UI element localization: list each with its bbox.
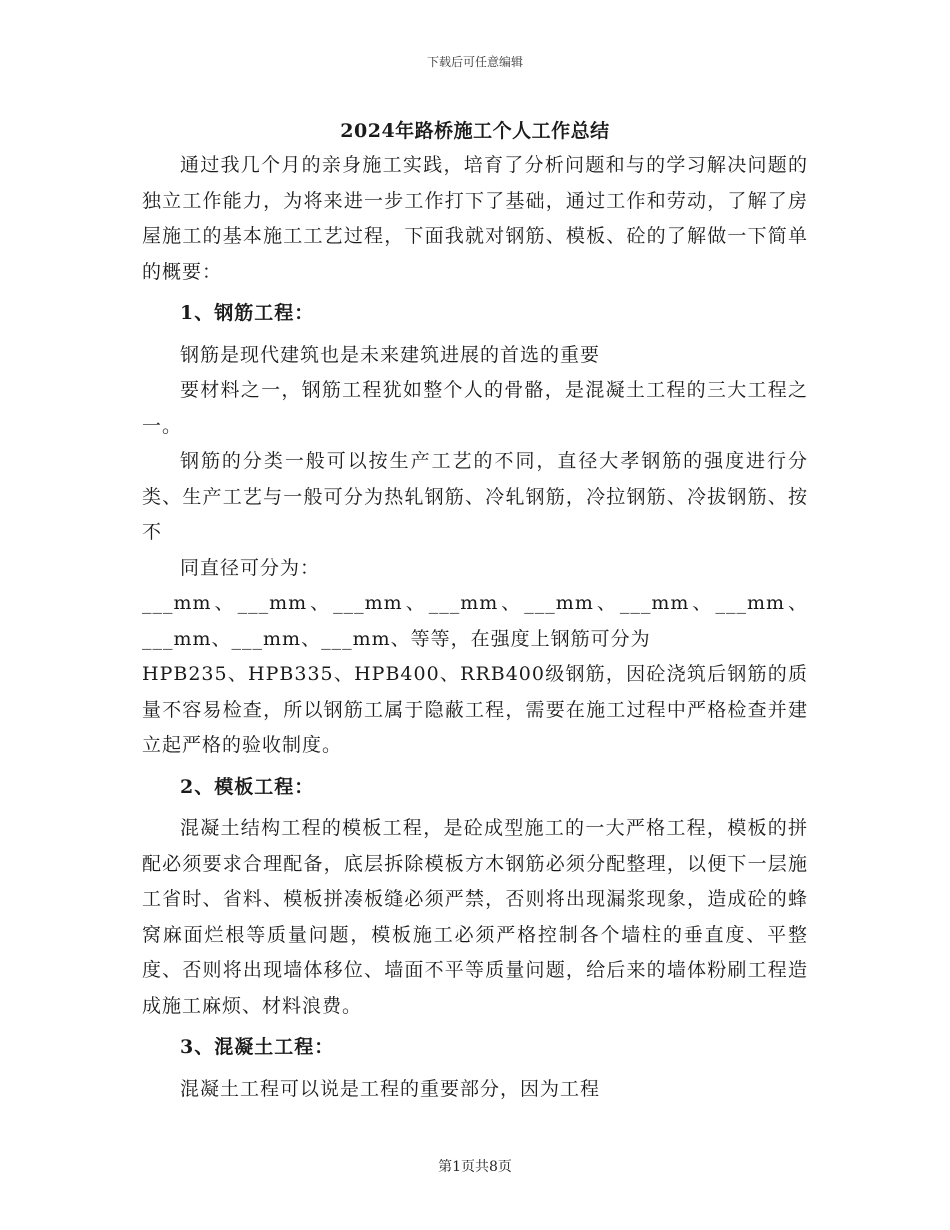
section-heading-concrete: 3、混凝土工程： xyxy=(180,1036,335,1058)
rebar-paragraph-2: 要材料之一，钢筋工程犹如整个人的骨骼，是混凝土工程的三大工程之一。 xyxy=(142,379,808,437)
rebar-diameter-list: ___mm、___mm、___mm、___mm、___mm、___mm、___mm、___mm、___mm、___mm、等等，在强度上钢筋可分为 xyxy=(142,592,808,650)
document-body xyxy=(142,148,808,1107)
document-title: 2024年路桥施工个人工作总结 xyxy=(340,120,610,142)
page-header-note: 下载后可任意编辑 xyxy=(426,55,523,69)
page-footer-page-number: 第1页共8页 xyxy=(438,1159,512,1175)
rebar-paragraph-1: 钢筋是现代建筑也是未来建筑进展的首选的重要 xyxy=(180,343,601,366)
rebar-paragraph-3: 钢筋的分类一般可以按生产工艺的不同，直径大孝钢筋的强度进行分类、生产工艺与一般可分为热轧钢筋、冷轧钢筋，冷拉钢筋、冷拔钢筋、按不 xyxy=(142,450,808,543)
intro-paragraph: 通过我几个月的亲身施工实践，培育了分析问题和与的学习解决问题的独立工作能力，为将来进一步工作打下了基础，通过工作和劳动，了解了房屋施工的基本施工工艺过程，下面我就对钢筋、模板、砼的了解做一下简单的概要： xyxy=(142,154,808,283)
concrete-paragraph: 混凝土工程可以说是工程的重要部分，因为工程 xyxy=(180,1077,601,1100)
rebar-paragraph-4: 同直径可分为： xyxy=(180,556,321,579)
section-heading-rebar: 1、钢筋工程： xyxy=(180,302,315,324)
formwork-paragraph: 混凝土结构工程的模板工程，是砼成型施工的一大严格工程，模板的拼配必须要求合理配备，底层拆除模板方木钢筋必须分配整理，以便下一层施工省时、省料、模板拼凑板缝必须严禁，否则将出现漏浆现象，造成砼的蜂窝麻面烂根等质量问题，模板施工必须严格控制各个墙柱的垂直度、平整度、否则将出现墙体移位、墙面不平等质量问题，给后来的墙体粉刷工程造成施工麻烦、材料浪费。 xyxy=(142,817,808,1017)
rebar-grade-paragraph: HPB235、HPB335、HPB400、RRB400级钢筋，因砼浇筑后钢筋的质量不容易检查，所以钢筋工属于隐蔽工程，需要在施工过程中严格检查并建立起严格的验收制度。 xyxy=(142,663,808,756)
section-heading-formwork: 2、模板工程： xyxy=(180,775,315,798)
